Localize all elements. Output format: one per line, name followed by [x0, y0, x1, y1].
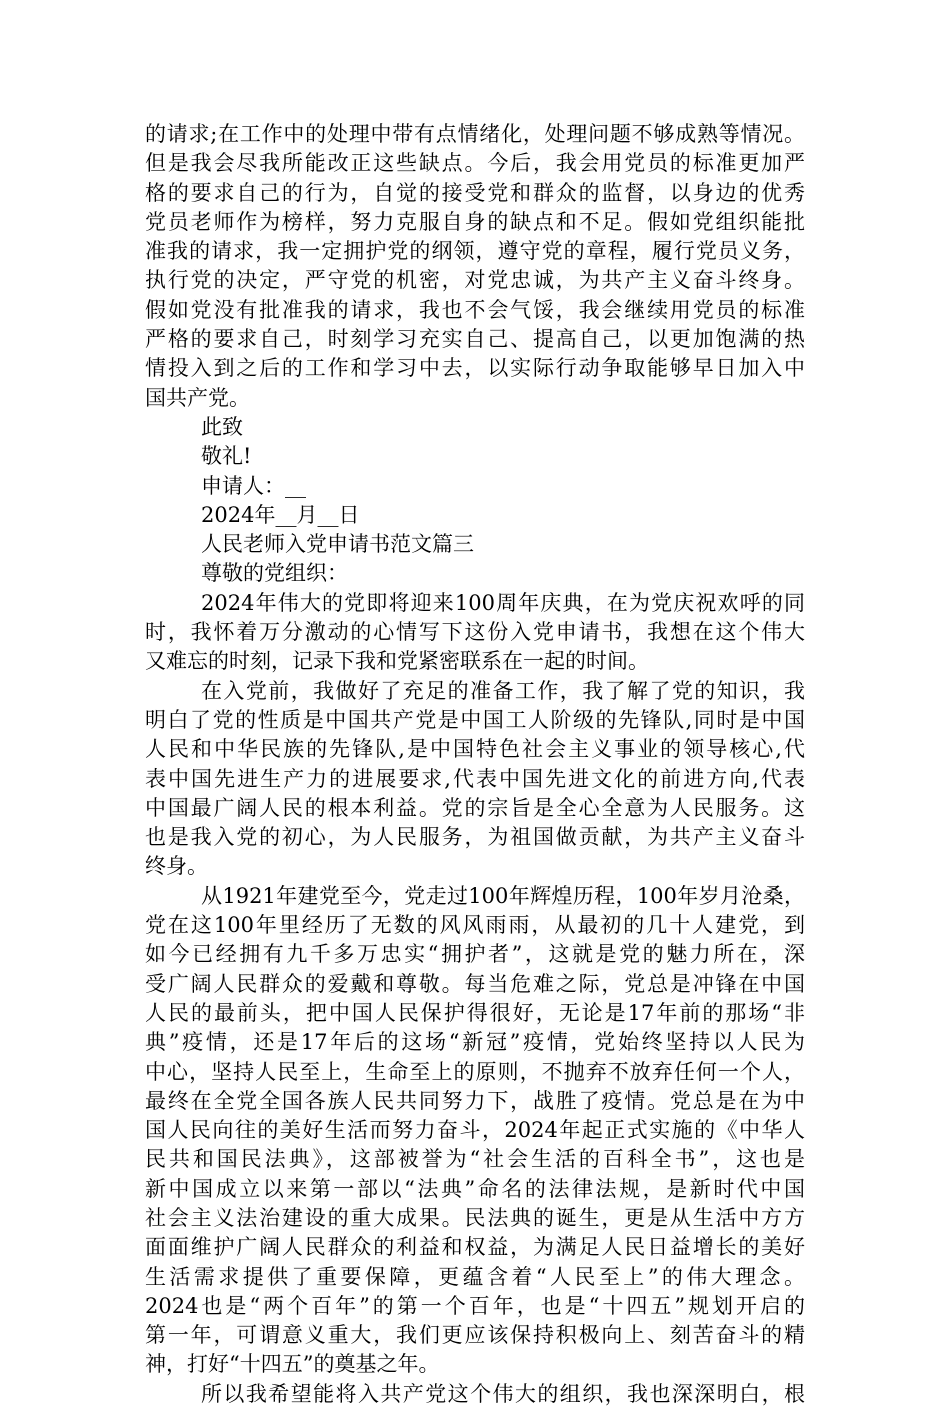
text-line: 2024也是“两个百年”的第一个百年，也是“十四五”规划开启的 — [145, 1293, 805, 1318]
text-line: 严格的要求自己，时刻学习充实自己、提高自己，以更加饱满的热 — [145, 327, 805, 352]
text-line: 第一年，可谓意义重大，我们更应该保持积极向上、刻苦奋斗的精 — [145, 1323, 805, 1348]
text-line: 又难忘的时刻，记录下我和党紧密联系在一起的时间。 — [145, 649, 649, 674]
text-line: 党在这100年里经历了无数的风风雨雨，从最初的几十人建党，到 — [145, 913, 805, 938]
text-line: 最终在全党全国各族人民共同努力下，战胜了疫情。党总是在为中 — [145, 1088, 805, 1113]
text-line: 时，我怀着万分激动的心情写下这份入党申请书，我想在这个伟大 — [145, 620, 805, 645]
text-line: 申请人：__ — [201, 473, 306, 498]
text-line: 假如党没有批准我的请求，我也不会气馁，我会继续用党员的标准 — [145, 297, 805, 322]
text-line: 国共产党。 — [145, 385, 250, 410]
text-line: 2024年__月__日 — [201, 502, 360, 527]
text-line: 在入党前，我做好了充足的准备工作，我了解了党的知识，我 — [201, 678, 805, 703]
text-line: 终身。 — [145, 854, 208, 879]
text-line: 如今已经拥有九千多万忠实“拥护者”，这就是党的魅力所在，深 — [145, 942, 805, 967]
text-line: 明白了党的性质是中国共产党是中国工人阶级的先锋队,同时是中国 — [145, 707, 805, 732]
text-line: 新中国成立以来第一部以“法典”命名的法律法规，是新时代中国 — [145, 1176, 805, 1201]
text-line: 表中国先进生产力的进展要求,代表中国先进文化的前进方向,代表 — [145, 766, 805, 791]
text-line: 社会主义法治建设的重大成果。民法典的诞生，更是从生活中方方 — [145, 1205, 805, 1230]
text-line: 但是我会尽我所能改正这些缺点。今后，我会用党员的标准更加严 — [145, 151, 805, 176]
text-line: 敬礼! — [201, 444, 252, 469]
text-line: 中心，坚持人民至上，生命至上的原则，不抛弃不放弃任何一个人， — [145, 1059, 805, 1084]
text-line: 人民的最前头，把中国人民保护得很好，无论是17年前的那场“非 — [145, 1000, 805, 1025]
text-line: 所以我希望能将入共产党这个伟大的组织，我也深深明白，根 — [201, 1381, 805, 1406]
text-line: 民共和国民法典》，这部被誉为“社会生活的百科全书”，这也是 — [145, 1147, 805, 1172]
text-line: 准我的请求，我一定拥护党的纲领，遵守党的章程，履行党员义务， — [145, 239, 805, 264]
text-line: 中国最广阔人民的根本利益。党的宗旨是全心全意为人民服务。这 — [145, 795, 805, 820]
text-line: 国人民向往的美好生活而努力奋斗，2024年起正式实施的《中华人 — [145, 1118, 805, 1143]
text-line: 尊敬的党组织： — [201, 561, 348, 586]
text-line: 此致 — [201, 414, 243, 439]
text-line: 格的要求自己的行为，自觉的接受党和群众的监督，以身边的优秀 — [145, 180, 805, 205]
text-line: 的请求;在工作中的处理中带有点情绪化，处理问题不够成熟等情况。 — [145, 122, 805, 146]
text-line: 人民和中华民族的先锋队,是中国特色社会主义事业的领导核心,代 — [145, 737, 805, 762]
text-line: 典”疫情，还是17年后的这场“新冠”疫情，党始终坚持以人民为 — [145, 1030, 805, 1055]
text-line: 面面维护广阔人民群众的利益和权益，为满足人民日益增长的美好 — [145, 1235, 805, 1260]
text-line: 也是我入党的初心，为人民服务，为祖国做贡献，为共产主义奋斗 — [145, 825, 805, 850]
text-line: 生活需求提供了重要保障，更蕴含着“人民至上”的伟大理念。 — [145, 1264, 805, 1289]
document-body — [145, 120, 805, 1409]
text-line: 党员老师作为榜样，努力克服自身的缺点和不足。假如党组织能批 — [145, 209, 805, 234]
text-line: 神，打好“十四五”的奠基之年。 — [145, 1352, 440, 1377]
text-line: 受广阔人民群众的爱戴和尊敬。每当危难之际，党总是冲锋在中国 — [145, 971, 805, 996]
text-line: 人民老师入党申请书范文篇三 — [201, 532, 474, 557]
text-line: 执行党的决定，严守党的机密，对党忠诚，为共产主义奋斗终身。 — [145, 268, 805, 293]
text-line: 情投入到之后的工作和学习中去，以实际行动争取能够早日加入中 — [145, 356, 805, 381]
text-line: 从1921年建党至今，党走过100年辉煌历程，100年岁月沧桑， — [201, 883, 805, 908]
text-line: 2024年伟大的党即将迎来100周年庆典，在为党庆祝欢呼的同 — [201, 590, 805, 615]
